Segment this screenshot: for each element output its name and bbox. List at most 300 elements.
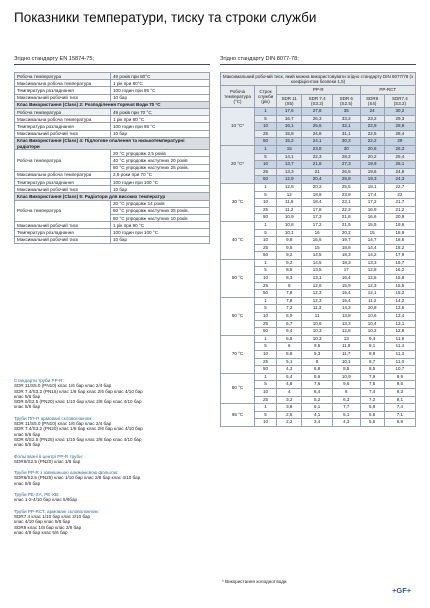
pressure-value: 16,7 [277, 115, 302, 123]
pressure-value: 8,9 [360, 351, 384, 359]
pressure-table-title: Максимальний робочий тиск, який можна використовувати згідно стандарту DIN 8077/78 (з коефіцієнтом безпеки 1,5) [221, 73, 416, 86]
temperature-cell: 40 °С [221, 221, 255, 259]
service-life-cell: 10 [255, 313, 277, 321]
pressure-value: 15,4 [332, 290, 360, 298]
pressure-value: 26,3 [302, 115, 332, 123]
note-heading: Фольговані в центрі PP-R труби: [14, 453, 83, 459]
pressure-value: 32,1 [332, 123, 360, 131]
spec-value: 100 годин при 100 °С [111, 179, 210, 186]
pressure-value: 20,9 [384, 214, 415, 222]
pressure-value: 10,2 [360, 328, 384, 336]
pressure-value: 28 [384, 138, 415, 146]
spec-value: 20 °С упродовж 14 років [111, 200, 210, 207]
pressure-value: 14,2 [360, 252, 384, 260]
pressure-value: 15,8 [384, 275, 415, 283]
pressure-value: 17,3 [302, 214, 332, 222]
pressure-value: 12,9 [277, 176, 302, 184]
spec-value: 1 рік при 80 °С [111, 116, 210, 123]
pressure-value: 24,6 [384, 168, 415, 176]
left-divider [14, 64, 210, 65]
spec-row [15, 94, 210, 101]
pressure-value: 12,3 [360, 282, 384, 290]
pressure-value: 15,5 [384, 282, 415, 290]
pressure-value: 8,3 [277, 275, 302, 283]
pressure-value: 15,9 [332, 282, 360, 290]
service-life-cell: 1 [255, 259, 277, 267]
pressure-value: 13,5 [302, 267, 332, 275]
left-standard-label: Згідно стандарту EN 15874-75; [14, 56, 95, 62]
service-life-cell: 50 [255, 176, 277, 184]
pressure-value: 22 [384, 191, 415, 199]
service-life-cell: 25 [255, 358, 277, 366]
pressure-value: 3,4 [302, 419, 332, 427]
service-life-cell: 5 [255, 191, 277, 199]
gf-logo: +GF+ [392, 586, 412, 595]
pressure-value: 20,4 [302, 176, 332, 184]
spec-row [15, 229, 210, 236]
service-life-cell: 1 [255, 108, 277, 116]
pressure-value: 20,2 [302, 183, 332, 191]
pressure-value: 22,9 [360, 123, 384, 131]
sdr-header: SDR9 (S4) [360, 94, 384, 107]
pressure-value: 23,2 [360, 115, 384, 123]
spec-label: Робоча температура [15, 150, 111, 172]
pressure-value: 18,9 [302, 191, 332, 199]
pressure-value: 13,3 [360, 259, 384, 267]
spec-value: 2,5 роки при 70 °С [111, 171, 210, 178]
pressure-value: 22,5 [360, 130, 384, 138]
pressure-value: 14,5 [302, 252, 332, 260]
pressure-value: 15,5 [360, 221, 384, 229]
pressure-value: 9,3 [302, 351, 332, 359]
pressure-value: 25,1 [384, 161, 415, 169]
pressure-value: 8 [302, 358, 332, 366]
pressure-value: 6,9 [384, 419, 415, 427]
pressure-value: 11,4 [384, 343, 415, 351]
pressure-value: 8 [277, 282, 302, 290]
pressure-value: 17,4 [360, 191, 384, 199]
pressure-value: 12,6 [302, 282, 332, 290]
pressure-value: 5,9 [360, 404, 384, 412]
pressure-value: 15,2 [277, 138, 302, 146]
note-line: SDR 11/S5.0 (PN10) клас 1/6 бар клас 2/4 бар [14, 383, 112, 389]
pressure-value: 11,2 [277, 206, 302, 214]
temperature-cell: 95 °С [221, 404, 255, 427]
pressure-value: 6,5 [277, 335, 302, 343]
temperature-cell: 50 °С [221, 259, 255, 297]
pressure-row [221, 404, 416, 412]
pressure-value: 9,3 [384, 388, 415, 396]
pressure-value: 24,8 [302, 130, 332, 138]
pressure-value: 19,3 [360, 176, 384, 184]
pressure-value: 11,6 [277, 199, 302, 207]
pressure-value: 14,2 [384, 297, 415, 305]
note-line: SDR 7.4/S3.2 (PN20) клас 1/8 бар клас 2/6 бар клас 4/10 бар [14, 426, 143, 432]
service-life-cell: 25 [255, 396, 277, 404]
note-heading: Труби PE-XA, PE-XB: [14, 492, 60, 498]
service-life-cell: 1 [255, 145, 277, 153]
pressure-value: 15,8 [277, 130, 302, 138]
pressure-value: 8,7 [360, 358, 384, 366]
note-gap [14, 486, 214, 490]
pressure-value: 5,5 [360, 419, 384, 427]
pressure-value: 19,9 [360, 161, 384, 169]
note-line: SDR 11/S5.0 (PN10) клас 1/6 бар клас 2/4 бар [14, 421, 112, 427]
pressure-value: 13,3 [277, 168, 302, 176]
pressure-value: 2,2 [277, 419, 302, 427]
pressure-value: 4,3 [277, 366, 302, 374]
pressure-value: 15 [302, 244, 332, 252]
pressure-value: 21,2 [384, 206, 415, 214]
pressure-value: 28,2 [332, 153, 360, 161]
pressure-value: 9,2 [277, 252, 302, 260]
pressure-value: 13,1 [302, 275, 332, 283]
pressure-value: 8,6 [302, 373, 332, 381]
spec-label: Максимальна робоча температура [15, 80, 111, 87]
pressure-value: 6,4 [302, 388, 332, 396]
sdr-header: SDR 11 (S5) [277, 94, 302, 107]
pressure-value: 10,4 [360, 320, 384, 328]
pressure-value: 12,8 [384, 328, 415, 336]
temperature-cell: 60 °С [221, 297, 255, 335]
pressure-value: 12,3 [302, 290, 332, 298]
pressure-value: 19,6 [384, 221, 415, 229]
pressure-value: 5,6 [360, 411, 384, 419]
note-gap [14, 503, 214, 507]
note-heading: Труби PP-R з зовнішньою алюмінієвою фольгою: [14, 470, 119, 476]
pressure-value: 18,3 [332, 252, 360, 260]
pressure-row [221, 335, 416, 343]
pressure-value: 18,6 [384, 237, 415, 245]
pressure-value: 19,7 [332, 237, 360, 245]
pressure-value: 28,4 [384, 130, 415, 138]
pressure-value: 11,9 [332, 343, 360, 351]
pressure-value: 5,2 [302, 396, 332, 404]
pressure-value: 19,6 [360, 168, 384, 176]
pressure-value: 18,9 [384, 229, 415, 237]
spec-row [15, 123, 210, 130]
sdr-header: SDR 7.4 (S3.2) [302, 94, 332, 107]
class-section-title: Клас Використання (Class) 5: Радіатори для високих температур [15, 193, 210, 200]
pressure-value: 25,8 [332, 176, 360, 184]
spec-value: 10 бар [111, 130, 210, 137]
service-life-cell: 25 [255, 168, 277, 176]
pressure-value: 33,2 [332, 115, 360, 123]
pressure-value: 10,6 [302, 320, 332, 328]
pressure-value: 14,7 [360, 237, 384, 245]
service-life-cell: 5 [255, 115, 277, 123]
spec-label: Температура розладнання [15, 229, 111, 236]
service-life-cell: 5 [255, 229, 277, 237]
temperature-cell: 10 °С* [221, 108, 255, 146]
pressure-value: 25,6 [302, 123, 332, 131]
temp-column-header: Робоча температура (°С) [221, 86, 255, 108]
service-life-cell: 25 [255, 320, 277, 328]
right-divider [220, 64, 416, 65]
temperature-cell: 30 °С [221, 183, 255, 221]
spec-row [15, 109, 210, 116]
pressure-value: 15 [277, 145, 302, 153]
spec-row [15, 179, 210, 186]
spec-label: Робоча температура [15, 109, 111, 116]
pressure-value: 28,9 [384, 123, 415, 131]
pressure-value: 6,3 [332, 396, 360, 404]
note-line: клас 5/6 бар [14, 442, 41, 448]
spec-row [15, 73, 210, 80]
spec-row [15, 200, 210, 207]
pressure-value: 10,8 [360, 305, 384, 313]
pressure-value: 17,8 [302, 206, 332, 214]
pressure-value: 7,1 [384, 411, 415, 419]
pressure-value: 9,1 [384, 396, 415, 404]
pressure-value: 27,8 [302, 108, 332, 116]
spec-label: Максимальний робочий тиск [15, 130, 111, 137]
service-life-cell: 25 [255, 244, 277, 252]
pressure-value: 10,3 [302, 335, 332, 343]
pressure-value: 18,4 [302, 199, 332, 207]
spec-label: Максимальний робочий тиск [15, 222, 111, 229]
pressure-value: 23,8 [302, 145, 332, 153]
service-life-cell: 5 [255, 381, 277, 389]
note-line: клас 5/6 бар [14, 480, 41, 486]
pressure-value: 30 [332, 145, 360, 153]
pressure-value: 35 [332, 108, 360, 116]
service-life-cell: 50 [255, 252, 277, 260]
pressure-value: 14,5 [302, 259, 332, 267]
pressure-value: 23,9 [332, 191, 360, 199]
pressure-value: 12,3 [302, 297, 332, 305]
pressure-value: 12,8 [332, 328, 360, 336]
pressure-value: 7,9 [360, 373, 384, 381]
pressure-value: 27,3 [332, 161, 360, 169]
service-life-cell: 5 [255, 411, 277, 419]
pressure-value: 6 [277, 343, 302, 351]
pressure-value: 16,7 [384, 259, 415, 267]
spec-row [15, 130, 210, 137]
pressure-value: 5,1 [277, 358, 302, 366]
pressure-value: 22,3 [332, 206, 360, 214]
spec-label: Робоча температура [15, 73, 111, 80]
pressure-value: 15 [360, 229, 384, 237]
pressure-value: 21,7 [384, 199, 415, 207]
pressure-value: 2,5 [277, 411, 302, 419]
pressure-value: 11,9 [384, 335, 415, 343]
pressure-value: 6,9 [277, 313, 302, 321]
class-section-row [15, 193, 210, 200]
class-section-title: Клас Використання (Class) 2: Розподілення Горячої Води 70 °С [15, 101, 210, 108]
life-column-header: Строк служби (рік) [255, 86, 277, 108]
pressure-value: 11,7 [332, 351, 360, 359]
pressure-value: 12,1 [360, 290, 384, 298]
sdr-header: SDR7.4 (S3.2) [384, 94, 415, 107]
service-life-cell: 1 [255, 183, 277, 191]
spec-value: 49 років при 70 °С [111, 109, 210, 116]
note-line: SDR 7.4/S3.2 (PN16) клас 1/8 бар клас 2/6 бар клас 4/10 бар [14, 388, 143, 394]
pressure-value: 10,8 [277, 221, 302, 229]
spec-value: 49 років при 80°С [111, 73, 210, 80]
note-line: клас 5/6 бар [14, 393, 41, 399]
service-life-cell: 10 [255, 199, 277, 207]
spec-label: Максимальна робоча температура [15, 116, 111, 123]
pressure-value: 9,2 [277, 259, 302, 267]
pressure-value: 16,2 [384, 267, 415, 275]
pressure-value: 9,6 [332, 381, 360, 389]
pressure-value: 15,2 [384, 290, 415, 298]
pressure-row [221, 145, 416, 153]
pressure-value: 12,8 [277, 183, 302, 191]
pressure-value: 18,3 [332, 259, 360, 267]
en15874-class-table [14, 72, 210, 244]
pressure-value: 9,5 [302, 343, 332, 351]
note-line: SDR7.4 клас 1/10 бар клас 2/10 бар [14, 513, 91, 519]
note-line: клас 4/8 бар клас 5/6 бар [14, 529, 68, 535]
pressure-value: 9,4 [360, 335, 384, 343]
pprct-group-header: PP-RCT [360, 86, 415, 94]
spec-value: 1 рік при 90 °С [111, 222, 210, 229]
pressure-value: 10,1 [332, 358, 360, 366]
pressure-row [221, 297, 416, 305]
pressure-value: 12,6 [360, 275, 384, 283]
pressure-value: 10,9 [277, 214, 302, 222]
spec-row [15, 171, 210, 178]
pressure-value: 17,9 [384, 252, 415, 260]
spec-row [15, 186, 210, 193]
pressure-value: 6,8 [302, 366, 332, 374]
pressure-value: 30,3 [332, 138, 360, 146]
service-life-cell: 50 [255, 290, 277, 298]
pressure-value: 30,2 [384, 108, 415, 116]
pressure-value: 21,5 [332, 221, 360, 229]
pressure-value: 11 [302, 313, 332, 321]
spec-value: 80 °С упродовж наступних 10 років [111, 215, 210, 222]
service-life-cell: 10 [255, 161, 277, 169]
service-life-cell: 10 [255, 237, 277, 245]
class-section-row [15, 101, 210, 108]
pressure-value: 5,4 [277, 373, 302, 381]
pressure-value: 12 [277, 191, 302, 199]
pressure-value: 7,5 [360, 381, 384, 389]
pressure-value: 7,4 [360, 388, 384, 396]
note-gap [14, 464, 214, 468]
pressure-value: 24,3 [384, 176, 415, 184]
page-title: Показники температури, тиску та строки служби [14, 10, 317, 25]
note-line: SDR 6/S2.5 (PN20) клас 1/10 бар клас 2/8 бар клас 4/10 бар [14, 399, 142, 405]
pressure-value: 22,3 [302, 153, 332, 161]
spec-value: 100 годин при 95 °С [111, 123, 210, 130]
pressure-row [221, 108, 416, 116]
note-gap [14, 448, 214, 452]
pressure-value: 13,1 [384, 320, 415, 328]
spec-value: 60 °С упродовж наступних 25 років, [111, 207, 210, 214]
pressure-value: 17,2 [360, 199, 384, 207]
pressure-value: 9,1 [360, 343, 384, 351]
pressure-value: 8,5 [360, 366, 384, 374]
service-life-cell: 5 [255, 153, 277, 161]
pressure-row [221, 221, 416, 229]
service-life-cell: 1 [255, 221, 277, 229]
note-heading: Стандарти труби PP-R: [14, 378, 64, 383]
spec-value: 100 годин при 100 °С [111, 229, 210, 236]
spec-row [15, 80, 210, 87]
pressure-value: 16,4 [332, 275, 360, 283]
pressure-row [221, 259, 416, 267]
spec-row [15, 150, 210, 157]
spec-value: 20 °С упродовж 2,5 років [111, 150, 210, 157]
spec-label: Робоча температура [15, 200, 111, 222]
pressure-value: 26,5 [332, 168, 360, 176]
pressure-value: 11,3 [384, 351, 415, 359]
ppr-group-header: PP-R [277, 86, 361, 94]
note-gap [14, 410, 214, 414]
right-standard-label: Згідно стандарту DIN 8077-78; [220, 56, 299, 62]
pressure-value: 5,1 [332, 411, 360, 419]
pressure-value: 24,1 [302, 138, 332, 146]
spec-label: Температура розладнання [15, 87, 111, 94]
pressure-value: 26,3 [384, 145, 415, 153]
pressure-value: 5,8 [277, 351, 302, 359]
pressure-value: 11,2 [360, 297, 384, 305]
pressure-value: 7,6 [302, 381, 332, 389]
pipe-standards-notes [14, 376, 214, 535]
service-life-cell: 50 [255, 138, 277, 146]
spec-value: 10 бар [111, 236, 210, 243]
note-line: SDR9 клас 1/8 бар клас 2/8 бар [14, 524, 82, 530]
pressure-value: 13,4 [384, 313, 415, 321]
cold-water-footnote: * Використання холодної води [222, 579, 287, 584]
note-line: клас 1-2-4/10 бар клас 5/6бар [14, 497, 78, 503]
pressure-value: 10,6 [360, 313, 384, 321]
temperature-cell: 70 °С [221, 335, 255, 373]
spec-label: Температура розладнання [15, 179, 111, 186]
pressure-value: 4,1 [302, 411, 332, 419]
temperature-cell: 20 °С* [221, 145, 255, 183]
service-life-cell: 1 [255, 297, 277, 305]
spec-value: 100 годин при 95 °С [111, 87, 210, 94]
pressure-value: 23,1 [332, 199, 360, 207]
pressure-value: 25,4 [384, 153, 415, 161]
sdr-header: SDR 6 (S2.5) [332, 94, 360, 107]
note-line: клас 5/6 бар [14, 431, 41, 437]
spec-row [15, 222, 210, 229]
pressure-value: 10,3 [302, 328, 332, 336]
pressure-value: 3,2 [277, 396, 302, 404]
pressure-value: 10,9 [332, 373, 360, 381]
service-life-cell: 50 [255, 366, 277, 374]
pressure-value: 12,8 [360, 267, 384, 275]
pressure-value: 3,8 [277, 404, 302, 412]
pressure-value: 11,3 [302, 305, 332, 313]
pressure-value: 9,5 [277, 244, 302, 252]
pressure-value: 22,2 [360, 138, 384, 146]
spec-row [15, 116, 210, 123]
pressure-row [221, 183, 416, 191]
pressure-value: 6,4 [277, 328, 302, 336]
pressure-value: 21,8 [302, 161, 332, 169]
pressure-value: 7,8 [277, 290, 302, 298]
spec-row [15, 87, 210, 94]
note-heading: Труби ПП-Р, армовані скловолокном: [14, 415, 93, 421]
pressure-value: 13 [332, 335, 360, 343]
pressure-value: 6,1 [302, 404, 332, 412]
service-life-cell: 1 [255, 404, 277, 412]
pressure-value: 15,4 [332, 297, 360, 305]
pressure-value: 9,9 [384, 373, 415, 381]
class-section-row [15, 137, 210, 149]
pressure-value: 11,0 [384, 358, 415, 366]
service-life-cell: 50 [255, 328, 277, 336]
service-life-cell: 25 [255, 282, 277, 290]
pressure-row [221, 373, 416, 381]
